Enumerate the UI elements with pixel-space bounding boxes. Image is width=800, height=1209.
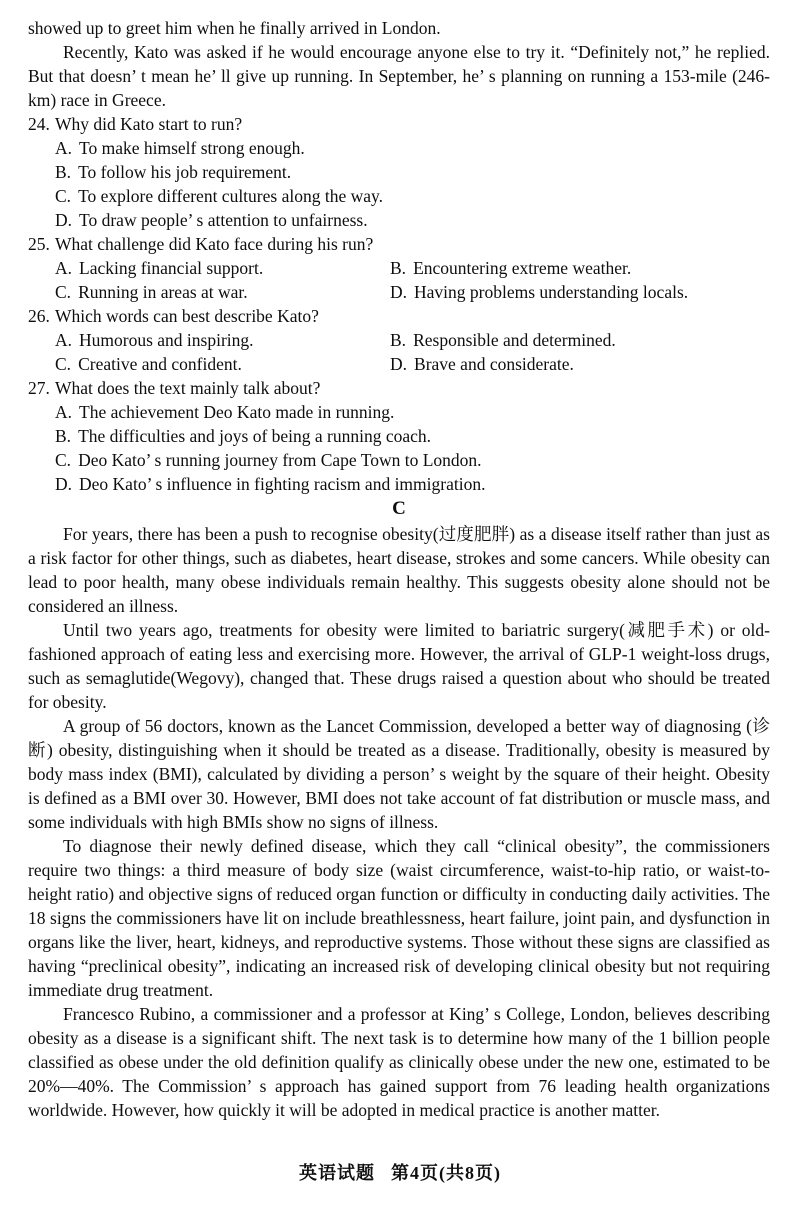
option-text: To explore different cultures along the way.: [78, 186, 383, 206]
option-label: D.: [390, 282, 408, 302]
option-text: To draw people’ s attention to unfairness.: [79, 210, 368, 230]
option-text: Deo Kato’ s influence in fighting racism and immigration.: [79, 474, 486, 494]
question-26: [28, 304, 770, 376]
option-label: B.: [390, 258, 407, 278]
passage-c-paragraph-5: Francesco Rubino, a commissioner and a professor at King’ s College, London, believes describing obesity as a disease is a significant shift. The next task is to determine how many of the 1 billion people classified as obese under the old definition qualify as clinically obese under the new one, estimated to be 20%—40%. The Commission’ s approach has gained support from 76 leading health organizations worldwide. However, how quickly it will be adopted in medical practice is another matter.: [28, 1004, 770, 1120]
question-24-text: [28, 112, 770, 136]
question-number: 25.: [28, 234, 50, 254]
option-text: Humorous and inspiring.: [79, 330, 254, 350]
page-footer: [0, 1161, 800, 1185]
option-label: A.: [55, 258, 73, 278]
option-26-a: [55, 328, 390, 352]
option-text: Creative and confident.: [78, 354, 242, 374]
option-label: C.: [55, 450, 72, 470]
question-stem: Which words can best describe Kato?: [55, 306, 319, 326]
question-26-options: [28, 328, 770, 376]
option-24-c: [55, 184, 770, 208]
option-label: A.: [55, 330, 73, 350]
option-27-c: [55, 448, 770, 472]
passage-c-paragraph-2: Until two years ago, treatments for obesity were limited to bariatric surgery(减肥手术) or old-fashioned approach of eating less and exercising more. However, the arrival of GLP-1 weight-loss drugs, such as semaglutide(Wegovy), changed that. These drugs raised a question about who should be treated for obesity.: [28, 620, 770, 712]
question-stem: Why did Kato start to run?: [55, 114, 243, 134]
option-label: D.: [55, 474, 73, 494]
question-number: 24.: [28, 114, 50, 134]
option-label: B.: [55, 162, 72, 182]
question-25-options: [28, 256, 770, 304]
option-27-a: [55, 400, 770, 424]
option-text: The achievement Deo Kato made in running.: [79, 402, 395, 422]
option-26-d: [390, 352, 770, 376]
option-text: Encountering extreme weather.: [413, 258, 632, 278]
question-24-options: [28, 136, 770, 232]
question-25: [28, 232, 770, 304]
option-text: To make himself strong enough.: [79, 138, 305, 158]
option-24-b: [55, 160, 770, 184]
option-24-d: [55, 208, 770, 232]
option-text: To follow his job requirement.: [78, 162, 292, 182]
question-26-text: [28, 304, 770, 328]
option-text: Lacking financial support.: [79, 258, 264, 278]
option-label: B.: [390, 330, 407, 350]
option-label: D.: [390, 354, 408, 374]
option-25-a: [55, 256, 390, 280]
option-26-c: [55, 352, 390, 376]
option-27-b: [55, 424, 770, 448]
option-27-d: [55, 472, 770, 496]
option-text: Running in areas at war.: [78, 282, 248, 302]
passage-c-paragraph-4: To diagnose their newly defined disease, which they call “clinical obesity”, the commissioners require two things: a third measure of body size (waist circumference, waist-to-hip ratio, or waist-to-height ratio) and objective signs of reduced organ function or difficulty in conducting daily activities. The 18 signs the commissioners have lit on include breathlessness, heart failure, joint pain, and dysfunction in organs like the liver, heart, kidneys, and reproductive systems. Those without these signs are classified as having “preclinical obesity”, indicating an increased risk of developing clinical obesity but not requiring immediate drug treatment.: [28, 836, 770, 1000]
passage-b-paragraph: Recently, Kato was asked if he would encourage anyone else to try it. “Definitely not,” he replied. But that doesn’ t mean he’ ll give up running. In September, he’ s planning on running a 153-mile (246-km) race in Greece.: [28, 42, 770, 110]
question-number: 27.: [28, 378, 50, 398]
question-25-text: [28, 232, 770, 256]
option-24-a: [55, 136, 770, 160]
question-number: 26.: [28, 306, 50, 326]
option-26-b: [390, 328, 770, 352]
option-label: D.: [55, 210, 73, 230]
passage-c-paragraph-3: A group of 56 doctors, known as the Lancet Commission, developed a better way of diagnosing (诊断) obesity, distinguishing when it should be treated as a disease. Traditionally, obesity is measured by body mass index (BMI), calculated by dividing a person’ s weight by the square of their height. Obesity is defined as a BMI over 30. However, BMI does not take account of fat distribution or muscle mass, and some individuals with high BMIs show no signs of illness.: [28, 716, 770, 832]
option-label: A.: [55, 138, 73, 158]
question-24: [28, 112, 770, 232]
footer-exam-title: 英语试题: [299, 1163, 375, 1183]
passage-b-continuation: showed up to greet him when he finally arrived in London.: [28, 18, 441, 38]
passage-c-paragraph-1: For years, there has been a push to recognise obesity(过度肥胖) as a disease itself rather than just as a risk factor for other things, such as diabetes, heart disease, strokes and some cancers. While obesity can lead to poor health, many obese individuals remain healthy. This suggests obesity alone should not be considered an illness.: [28, 524, 770, 616]
option-25-d: [390, 280, 770, 304]
question-27-text: [28, 376, 770, 400]
option-text: Having problems understanding locals.: [414, 282, 689, 302]
option-label: C.: [55, 186, 72, 206]
section-c-header: C: [392, 498, 406, 519]
question-stem: What challenge did Kato face during his run?: [55, 234, 374, 254]
option-text: Brave and considerate.: [414, 354, 574, 374]
question-27-options: [28, 400, 770, 496]
question-stem: What does the text mainly talk about?: [55, 378, 321, 398]
option-text: Deo Kato’ s running journey from Cape Town to London.: [78, 450, 482, 470]
option-text: The difficulties and joys of being a running coach.: [78, 426, 432, 446]
option-label: A.: [55, 402, 73, 422]
option-label: C.: [55, 354, 72, 374]
question-27: [28, 376, 770, 496]
option-25-b: [390, 256, 770, 280]
option-text: Responsible and determined.: [413, 330, 616, 350]
option-label: B.: [55, 426, 72, 446]
footer-page-number: 第4页(共8页): [391, 1163, 501, 1183]
option-25-c: [55, 280, 390, 304]
option-label: C.: [55, 282, 72, 302]
